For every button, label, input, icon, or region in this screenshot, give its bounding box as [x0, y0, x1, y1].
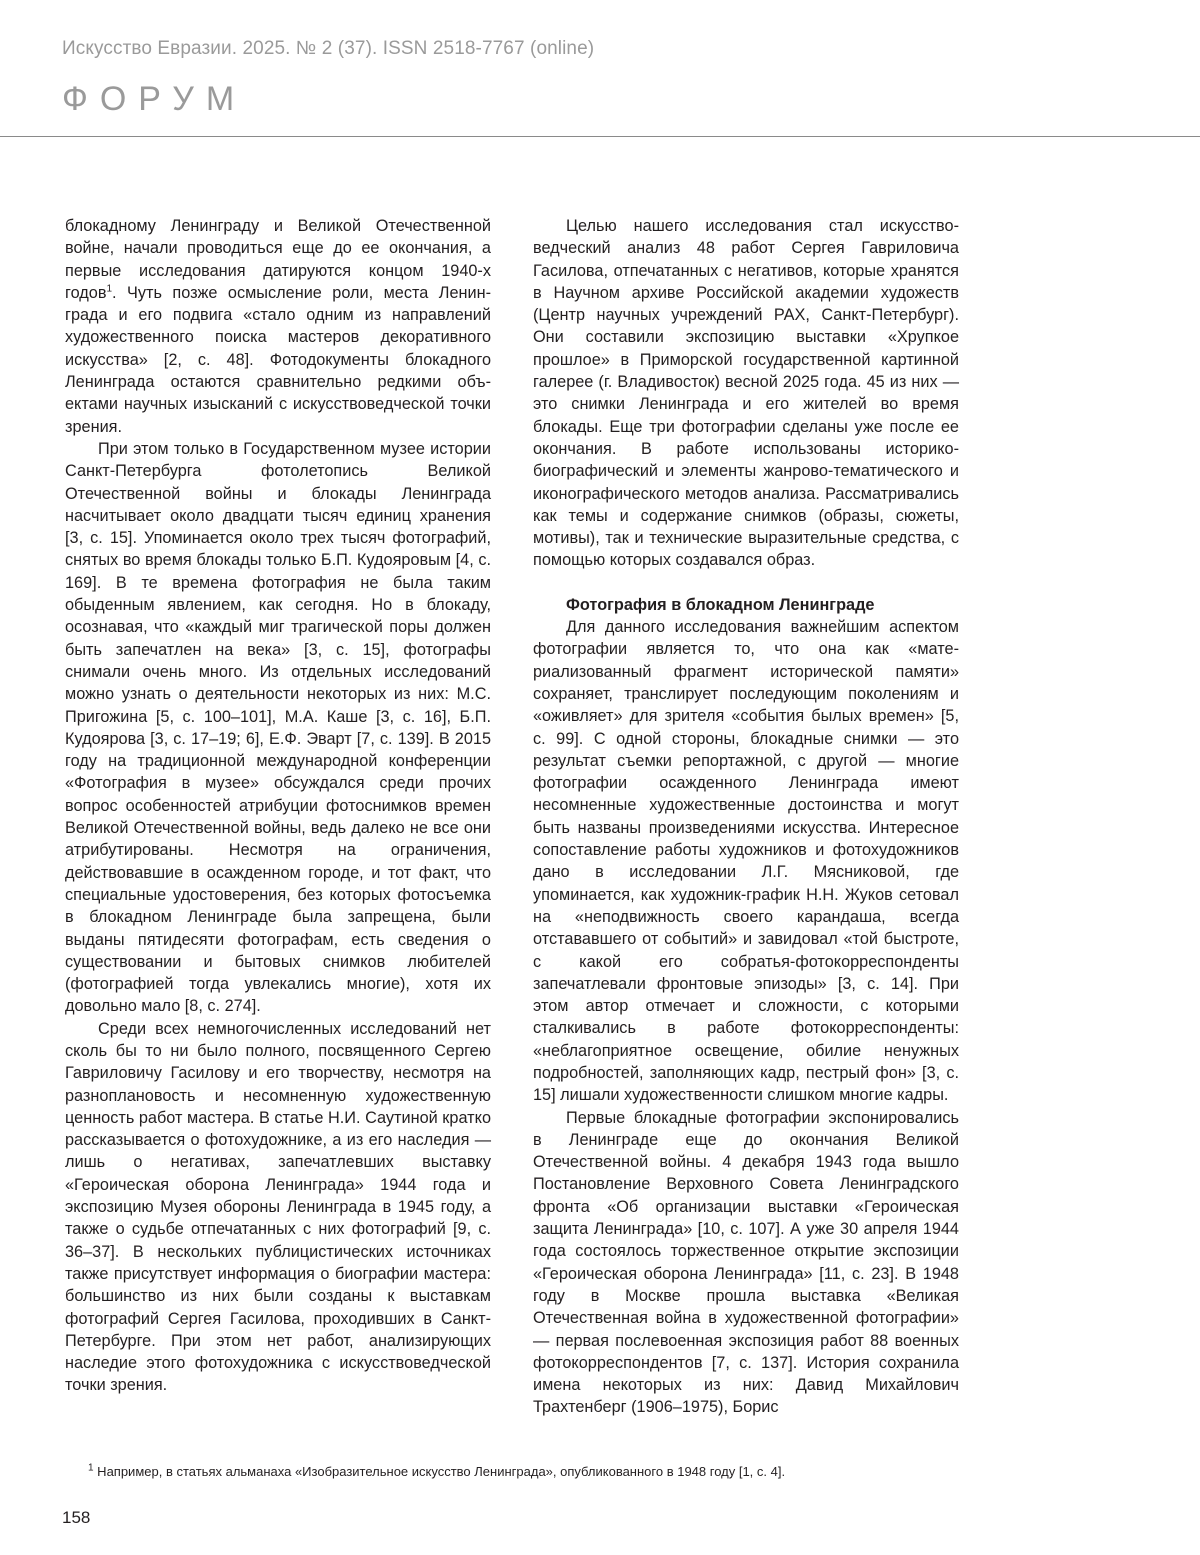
- paragraph: При этом только в Государственном музее истории Санкт-Петербурга фотолетопись Великой Отечественной войны и блокады Ленинграда насчитывает около двадцати тысяч единиц хранения [3, с. 15]. Упоминается около трех тысяч фотографий, снятых во время блокады только Б.П. Кудояровым [4, с. 169]. В те времена фотография не была таким обыденным явлением, как сегодня. Но в блокаду, осознавая, что «каждый миг трагической поры должен быть запечатлен на века» [3, с. 15], фотографы снимали очень много. Из отдельных исследований можно узнать о деятельности некоторых из них: М.С. Пригожина [5, с. 100–101], М.А. Каше [3, с. 16], Б.П. Кудоярова [3, с. 17–19; 6], Е.Ф. Эварт [7, с. 139]. В 2015 году на традиционной международной конференции «Фотография в музее» обсуждался среди прочих вопрос особенностей атрибуции фотоснимков времен Великой Отечественной войны, ведь далеко не все они атрибутированы. Несмотря на ограничения, действовавшие в осажденном городе, и тот факт, что специальные удостоверения, без которых фотосъемка в блокадном Ленинграде была запрещена, были выданы пятидесяти фотографам, есть сведения о существовании и бытовых снимков любителей (фотографией тогда увлекались многие), хотя их довольно мало [8, с. 274].: [65, 439, 491, 1016]
- paragraph: Целью нашего исследования стал искусствоведческий анализ 48 работ Сергея Гавриловича Гасилова, отпечатанных с негативов, которые хранятся в Научном архиве Российской академии художеств (Центр научных учреждений РАХ, Санкт-Петербург). Они составили экспозицию выставки «Хрупкое прошлое» в Приморской государственной картинной галерее (г. Владивосток) весной 2025 года. 45 из них — это снимки Ленинграда и его жителей во время блокады. Еще три фотографии сделаны уже после ее окончания. В работе использованы историко-биографический и элементы жанрово-тематического и иконографического методов анализа. Рассматривались как темы и содержание снимков (образы, сюжеты, мотивы), так и технические выразительные средства, с помощью которых создавался образ.: [533, 217, 959, 570]
- paragraph-text: блокадному Ленинграду и Великой Отечественной войне, начали проводиться еще до ее окончания, а первые исследования датируются концом 1940-х годов: [65, 217, 491, 302]
- paragraph: Среди всех немногочисленных исследований нет сколь бы то ни было полного, посвященного Сергею Гавриловичу Гасилову и его творчеству, несмотря на разноплановость и несомненную художественную ценность работ мастера. В статье Н.И. Саутиной кратко рассказывается о фотохудожнике, а из его наследия — лишь о негативах, запечатлевших выставку «Героическая оборона Ленинграда» 1944 года и экспозицию Музея обороны Ленинграда в 1945 году, а также о судьбе отпечатанных с них фотографий [9, с. 36–37]. В нескольких публицистических источниках также присутствует информация о биографии мастера: большинство из них были созданы к выставкам фотографий Сергея Гасилова, проходивших в Санкт-Петербурге. При этом нет работ, анализирующих наследие этого фотохудожника с искусствоведческой точки зрения.: [65, 1019, 491, 1395]
- paragraph: Для данного исследования важнейшим аспектом фотографии является то, что она как «материализованный фрагмент исторической памяти» сохраняет, транслирует последующим поколениям и «оживляет» для зрителя «события былых времен» [5, с. 99]. С одной стороны, блокадные снимки — это результат съемки репортажной, с другой — многие фотографии осажденного Ленинграда имеют несомненные художественные достоинства и могут быть названы произведениями искусства. Интересное сопоставление работы художников и фотохудожников дано в исследовании Л.Г. Мясниковой, где упоминается, как художник-график Н.Н. Жуков сетовал на «неподвижность своего карандаша, всегда отстававшего от событий» и завидовал «той быстроте, с какой его собратья-фотокорреспонденты запечатлевали фронтовые эпизоды» [3, с. 14]. При этом автор отмечает и сложности, с которыми сталкивались в работе фотокорреспонденты: «неблагоприятное освещение, обилие ненужных подробностей, заполняющих кадр, пестрый фон» [3, с. 15] лишали художественности слишком многие кадры.: [533, 618, 959, 1105]
- section-title: ФОРУМ: [62, 80, 247, 118]
- page-number: 158: [62, 1508, 91, 1527]
- paragraph-text: . Чуть позже осмысление роли, места Ленинграда и его подвига «стало одним из направлений художественного поиска мастеров декоративного искусства» [2, с. 48]. Фотодокументы блокадного Ленинграда остаются сравнительно редкими объектами научных изысканий с искусствоведческой точки зрения.: [65, 283, 491, 436]
- right-column: [533, 215, 959, 1419]
- footnote-mark: 1: [88, 1462, 94, 1474]
- subsection-heading: Фотография в блокадном Ленинграде: [566, 595, 875, 614]
- footnote-reference[interactable]: 1: [106, 283, 113, 295]
- paragraph: Первые блокадные фотографии экспонировались в Ленинграде еще до окончания Великой Отечественной войны. 4 декабря 1943 года вышло Постановление Верховного Совета Ленинградского фронта «Об организации выставки «Героическая защита Ленинграда» [10, с. 107]. А уже 30 апреля 1944 года состоялось торжественное открытие экспозиции «Героическая оборона Ленинграда» [11, с. 23]. В 1948 году в Москве прошла выставка «Великая Отечественная война в художественной фотографии» — первая послевоенная экспозиция работ 88 военных фотокорреспондентов [7, с. 137]. История сохранила имена некоторых из них: Давид Михайлович Трахтенберг (1906–1975), Борис: [533, 1108, 959, 1417]
- footnote-text: Например, в статьях альманаха «Изобразительное искусство Ленинграда», опубликованного в 1948 году [1, с. 4].: [93, 1464, 786, 1479]
- paragraph: [65, 215, 491, 438]
- journal-title: Искусство Евразии. 2025. № 2 (37). ISSN 2518-7767 (online): [62, 38, 595, 59]
- left-column: [65, 215, 491, 1397]
- footnote: [88, 1464, 785, 1479]
- header-divider: [0, 136, 1200, 137]
